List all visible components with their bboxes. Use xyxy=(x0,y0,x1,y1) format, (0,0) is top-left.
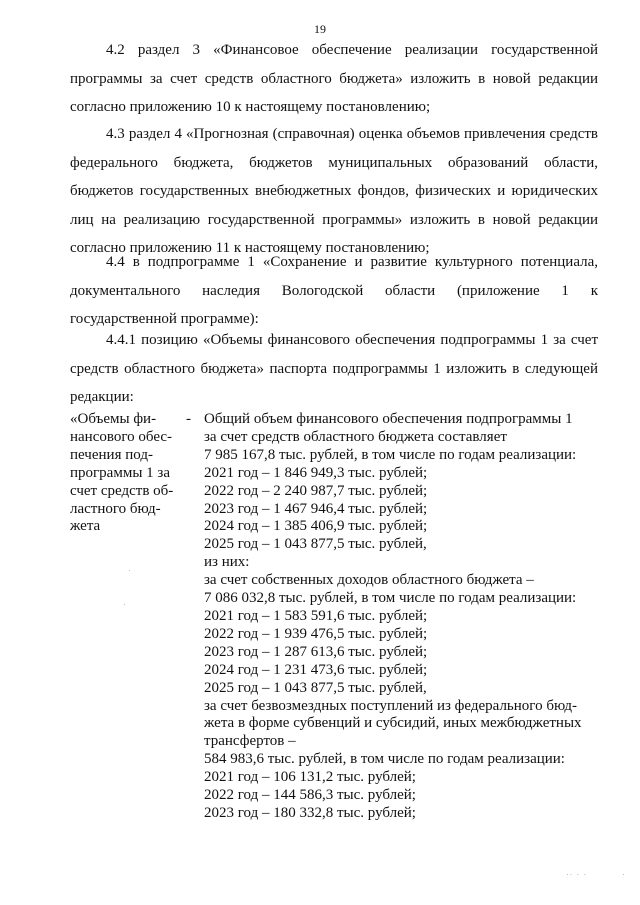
scan-speck: · xyxy=(123,600,127,609)
paragraph-4-4: 4.4 в подпрограмме 1 «Сохранение и развитие культурного потенциала, документального наследия Вологодской области (приложение 1 к государственной программе): xyxy=(70,254,598,327)
value-line: 2021 год – 106 131,2 тыс. рублей; xyxy=(204,769,416,786)
value-line: 2021 год – 1 583 591,6 тыс. рублей; xyxy=(204,607,428,624)
label-line: «Объемы фи- xyxy=(70,411,157,427)
paragraph-4-3: 4.3 раздел 4 «Прогнозная (справочная) оценка объемов привлечения средств федерального бюджета, бюджетов муниципальных образований области, бюджетов государственных внебюджетных фондов, физических и юридических лиц на реализацию государственной программы» изложить в новой редакции согласно приложению 11 к настоящему постановлению; xyxy=(70,126,598,256)
scan-speck: ·· · · xyxy=(566,870,588,879)
paragraph-4-2: 4.2 раздел 3 «Финансовое обеспечение реализации государственной программы за счет средств областного бюджета» изложить в новой редакции согласно приложению 10 к настоящему постановлению; xyxy=(70,42,598,115)
value-line: 2025 год – 1 043 877,5 тыс. рублей, xyxy=(204,536,427,553)
value-line: трансфертов – xyxy=(204,733,296,750)
value-line: 2023 год – 1 467 946,4 тыс. рублей; xyxy=(204,500,428,517)
value-line: 2022 год – 1 939 476,5 тыс. рублей; xyxy=(204,625,428,642)
value-line: 2024 год – 1 385 406,9 тыс. рублей; xyxy=(204,518,428,535)
value-line: за счет собственных доходов областного бюджета – xyxy=(204,572,534,589)
value-line: 2023 год – 180 332,8 тыс. рублей; xyxy=(204,804,416,821)
value-line: 2022 год – 144 586,3 тыс. рублей; xyxy=(204,787,416,804)
value-line: за счет средств областного бюджета составляет xyxy=(204,428,507,445)
value-line: 2023 год – 1 287 613,6 тыс. рублей; xyxy=(204,643,428,660)
value-line: жета в форме субвенций и субсидий, иных межбюджетных xyxy=(204,715,582,732)
value-line: за счет безвозмездных поступлений из федерального бюд- xyxy=(204,697,578,714)
label-line: счет средств об- xyxy=(70,482,174,499)
value-line: 7 985 167,8 тыс. рублей, в том числе по годам реализации: xyxy=(204,446,577,463)
label-line: нансового обес- xyxy=(70,428,172,445)
value-line: 2024 год – 1 231 473,6 тыс. рублей; xyxy=(204,661,428,678)
scan-speck: · xyxy=(128,566,132,575)
label-line: программы 1 за xyxy=(70,464,170,481)
value-line: 584 983,6 тыс. рублей, в том числе по годам реализации: xyxy=(204,751,565,768)
label-line: жета xyxy=(70,518,101,535)
value-line: 2025 год – 1 043 877,5 тыс. рублей, xyxy=(204,679,427,696)
funding-table-label-cell xyxy=(70,411,174,536)
value-line: 7 086 032,8 тыс. рублей, в том числе по годам реализации: xyxy=(204,590,577,607)
value-line: 2021 год – 1 846 949,3 тыс. рублей; xyxy=(204,464,428,481)
label-line: ластного бюд- xyxy=(70,500,161,517)
value-line: 2022 год – 2 240 987,7 тыс. рублей; xyxy=(204,482,428,499)
table-dash: - xyxy=(186,411,191,427)
funding-table-value-cell xyxy=(204,411,600,823)
value-line: Общий объем финансового обеспечения подпрограммы 1 xyxy=(204,411,573,427)
paragraph-4-4-1: 4.4.1 позицию «Объемы финансового обеспечения подпрограммы 1 за счет средств областного бюджета» паспорта подпрограммы 1 изложить в следующей редакции: xyxy=(70,332,598,405)
scan-speck: · xyxy=(622,870,626,879)
value-line: из них: xyxy=(204,554,250,571)
page-number: 19 xyxy=(314,22,326,36)
label-line: печения под- xyxy=(70,446,153,463)
